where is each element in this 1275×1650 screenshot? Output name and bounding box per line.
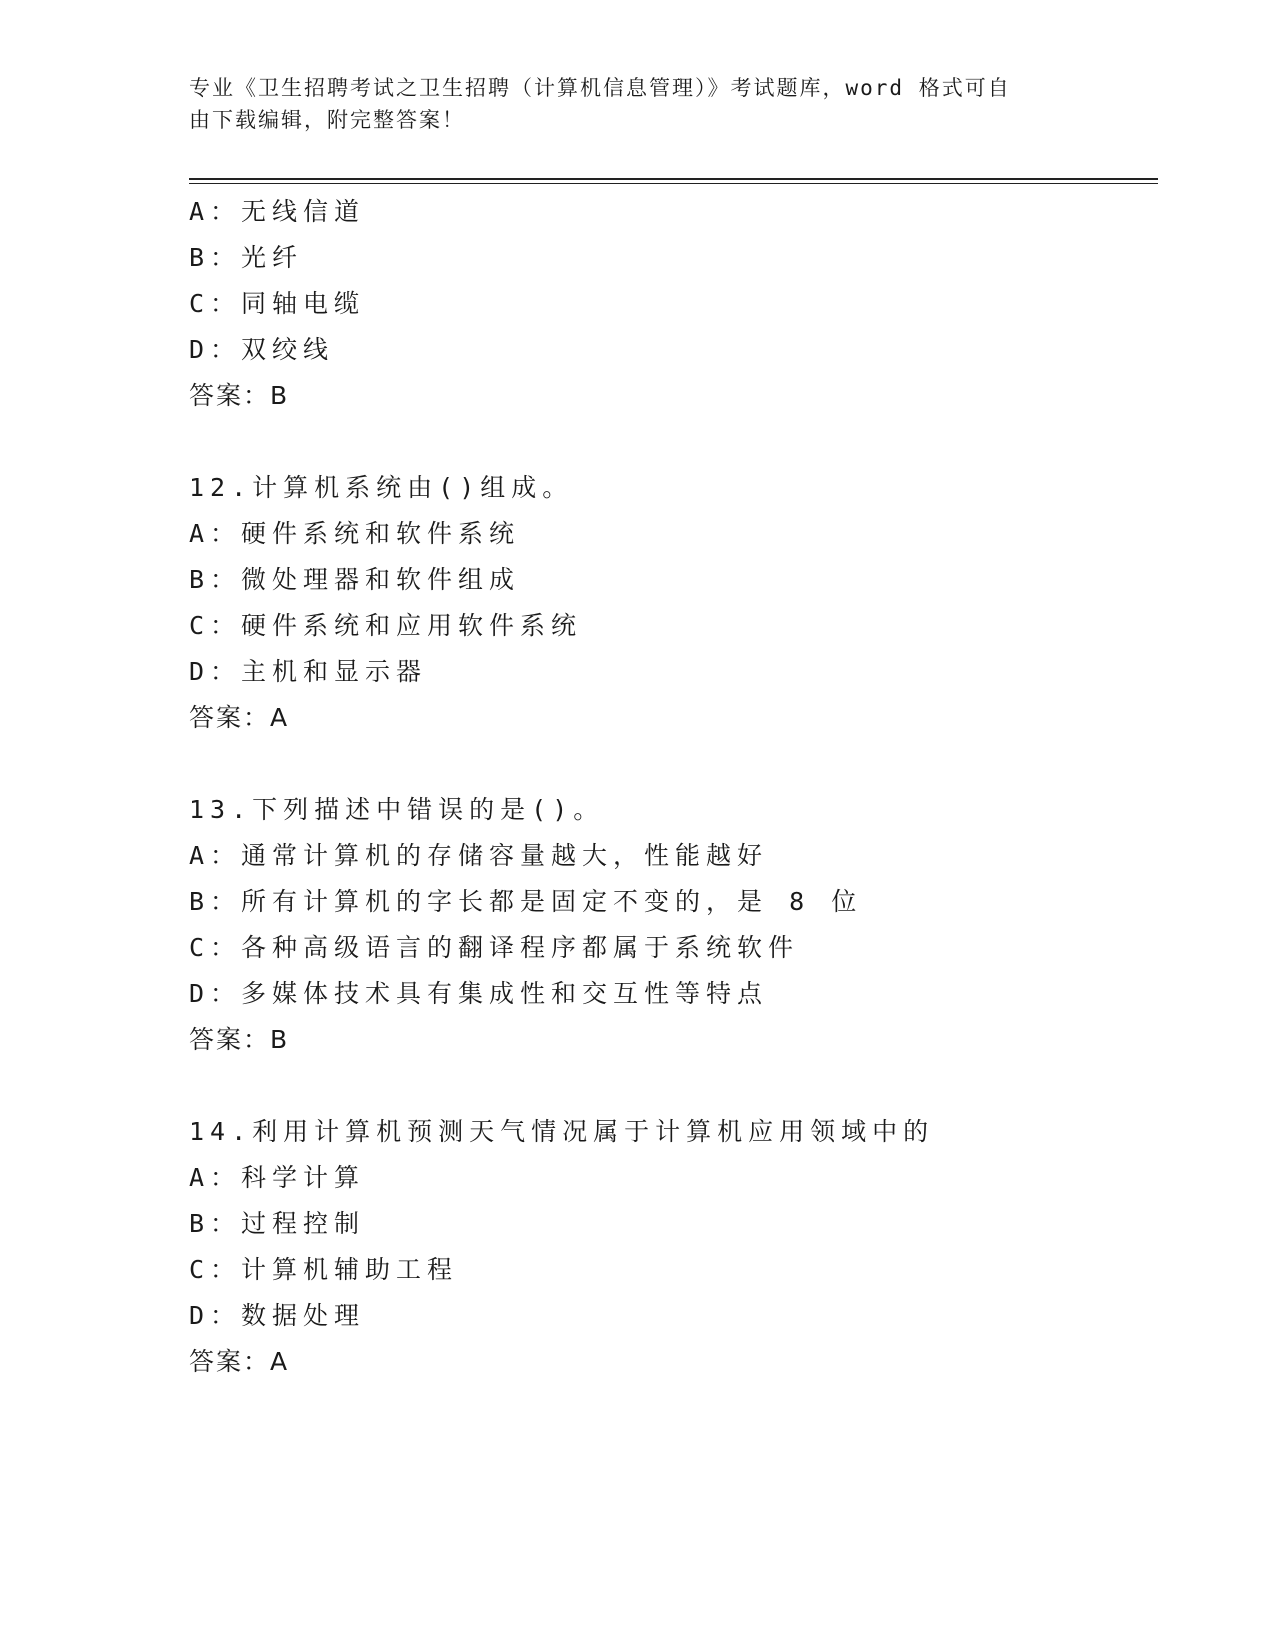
answer-line: 答案：A bbox=[189, 1347, 290, 1376]
option-c: C：同轴电缆 bbox=[189, 289, 366, 318]
option-a: A：无线信道 bbox=[189, 197, 366, 226]
header-line-1: 专业《卫生招聘考试之卫生招聘（计算机信息管理）》考试题库，word 格式可自 bbox=[189, 76, 1011, 100]
question-11 bbox=[189, 192, 1149, 422]
option-c: C：计算机辅助工程 bbox=[189, 1255, 459, 1284]
question-stem: 12.计算机系统由()组成。 bbox=[189, 473, 574, 502]
header-line-2: 由下载编辑，附完整答案！ bbox=[189, 108, 465, 132]
option-b: B：过程控制 bbox=[189, 1209, 366, 1238]
question-list bbox=[189, 192, 1149, 1388]
option-c: C：各种高级语言的翻译程序都属于系统软件 bbox=[189, 933, 800, 962]
spacer bbox=[189, 1066, 1149, 1112]
option-d: D：主机和显示器 bbox=[189, 657, 428, 686]
question-stem: 14.利用计算机预测天气情况属于计算机应用领域中的 bbox=[189, 1117, 935, 1146]
answer-line: 答案：B bbox=[189, 1025, 290, 1054]
option-c: C：硬件系统和应用软件系统 bbox=[189, 611, 583, 640]
answer-line: 答案：A bbox=[189, 703, 290, 732]
option-b: B：所有计算机的字长都是固定不变的，是 8 位 bbox=[189, 887, 863, 916]
question-12 bbox=[189, 468, 1149, 744]
spacer bbox=[189, 744, 1149, 790]
option-d: D：双绞线 bbox=[189, 335, 335, 364]
option-d: D：多媒体技术具有集成性和交互性等特点 bbox=[189, 979, 769, 1008]
answer-line: 答案：B bbox=[189, 381, 290, 410]
question-13 bbox=[189, 790, 1149, 1066]
header-divider-thin bbox=[189, 183, 1158, 184]
spacer bbox=[189, 422, 1149, 468]
header-divider-thick bbox=[189, 178, 1158, 180]
document-header bbox=[189, 72, 1089, 136]
option-b: B：光纤 bbox=[189, 243, 304, 272]
option-a: A：科学计算 bbox=[189, 1163, 366, 1192]
question-stem: 13.下列描述中错误的是()。 bbox=[189, 795, 605, 824]
option-d: D：数据处理 bbox=[189, 1301, 366, 1330]
option-a: A：通常计算机的存储容量越大，性能越好 bbox=[189, 841, 769, 870]
question-14 bbox=[189, 1112, 1149, 1388]
option-a: A：硬件系统和软件系统 bbox=[189, 519, 521, 548]
option-b: B：微处理器和软件组成 bbox=[189, 565, 521, 594]
